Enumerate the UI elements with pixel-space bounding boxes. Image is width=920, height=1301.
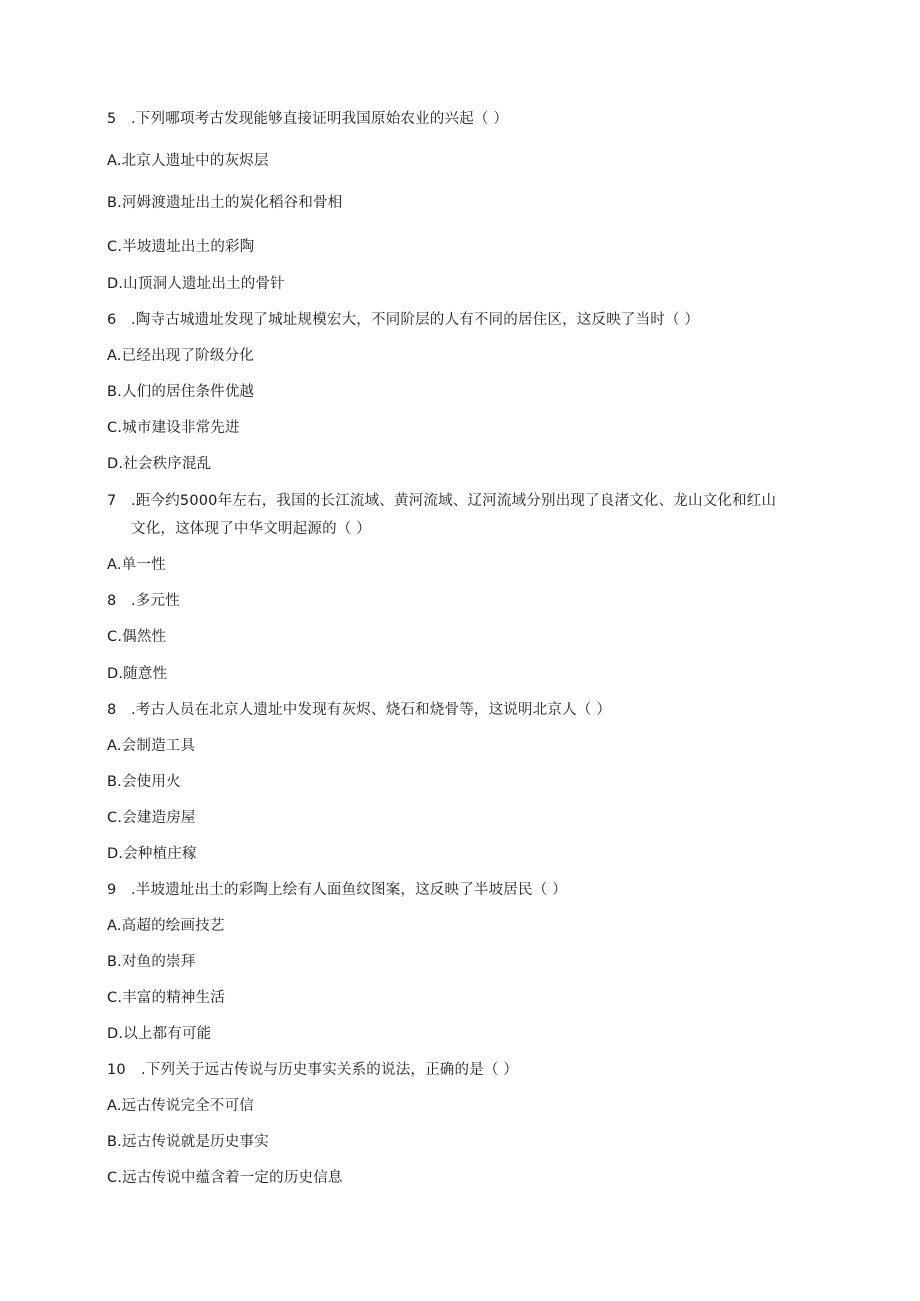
- question-number: 5: [107, 111, 117, 127]
- option-line: A.已经出现了阶级分化: [107, 348, 254, 364]
- option-line: D.社会秩序混乱: [107, 456, 212, 472]
- option-line: A.高超的绘画技艺: [107, 918, 225, 934]
- option-line: D.会种植庄稼: [107, 846, 197, 862]
- question-number: 10: [107, 1062, 126, 1078]
- question-5-stem: [107, 109, 508, 129]
- question-text: .下列关于远古传说与历史事实关系的说法，正确的是（ ）: [141, 1062, 519, 1078]
- option-line: D.以上都有可能: [107, 1026, 212, 1042]
- question-7-stem-continued: 文化，这体现了中华文明起源的（ ）: [131, 521, 372, 537]
- question-number: 8: [107, 593, 117, 609]
- option-line: C.会建造房屋: [107, 810, 196, 826]
- option-line: A.远古传说完全不可信: [107, 1098, 254, 1114]
- option-line: D.山顶洞人遗址出土的骨针: [107, 276, 285, 292]
- question-number: 7: [107, 493, 117, 509]
- question-8-stem: [107, 700, 611, 720]
- question-10-stem: [107, 1060, 518, 1080]
- question-text: .多元性: [131, 593, 180, 609]
- question-8-stem: [107, 591, 180, 611]
- question-9-stem: [107, 880, 567, 900]
- question-number: 9: [107, 882, 117, 898]
- question-text: .考古人员在北京人遗址中发现有灰烬、烧石和烧骨等，这说明北京人（ ）: [131, 702, 612, 718]
- option-line: C.半坡遗址出土的彩陶: [107, 239, 255, 255]
- option-line: A.单一性: [107, 557, 166, 573]
- option-line: B.人们的居住条件优越: [107, 384, 255, 400]
- option-line: A.会制造工具: [107, 738, 196, 754]
- option-line: B.对鱼的崇拜: [107, 954, 196, 970]
- option-line: C.远古传说中蕴含着一定的历史信息: [107, 1170, 343, 1186]
- option-line: C.偶然性: [107, 629, 167, 645]
- question-6-stem: [107, 310, 699, 330]
- question-number: 6: [107, 312, 117, 328]
- question-7-stem: [107, 491, 776, 511]
- question-text: .半坡遗址出土的彩陶上绘有人面鱼纹图案，这反映了半坡居民（ ）: [131, 882, 567, 898]
- option-line: B.河姆渡遗址出土的炭化稻谷和骨相: [107, 195, 343, 211]
- option-line: B.远古传说就是历史事实: [107, 1134, 269, 1150]
- question-text: .陶寺古城遗址发现了城址规模宏大，不同阶层的人有不同的居住区，这反映了当时（ ）: [131, 312, 700, 328]
- option-line: C.丰富的精神生活: [107, 990, 226, 1006]
- option-line: D.随意性: [107, 666, 168, 682]
- question-text: .下列哪项考古发现能够直接证明我国原始农业的兴起（ ）: [131, 111, 509, 127]
- question-number: 8: [107, 702, 117, 718]
- option-line: A.北京人遗址中的灰烬层: [107, 153, 269, 169]
- question-text: .距今约5000年左右，我国的长江流域、黄河流域、辽河流域分别出现了良渚文化、龙山文化和红山: [131, 493, 777, 509]
- option-line: B.会使用火: [107, 774, 181, 790]
- option-line: C.城市建设非常先进: [107, 420, 240, 436]
